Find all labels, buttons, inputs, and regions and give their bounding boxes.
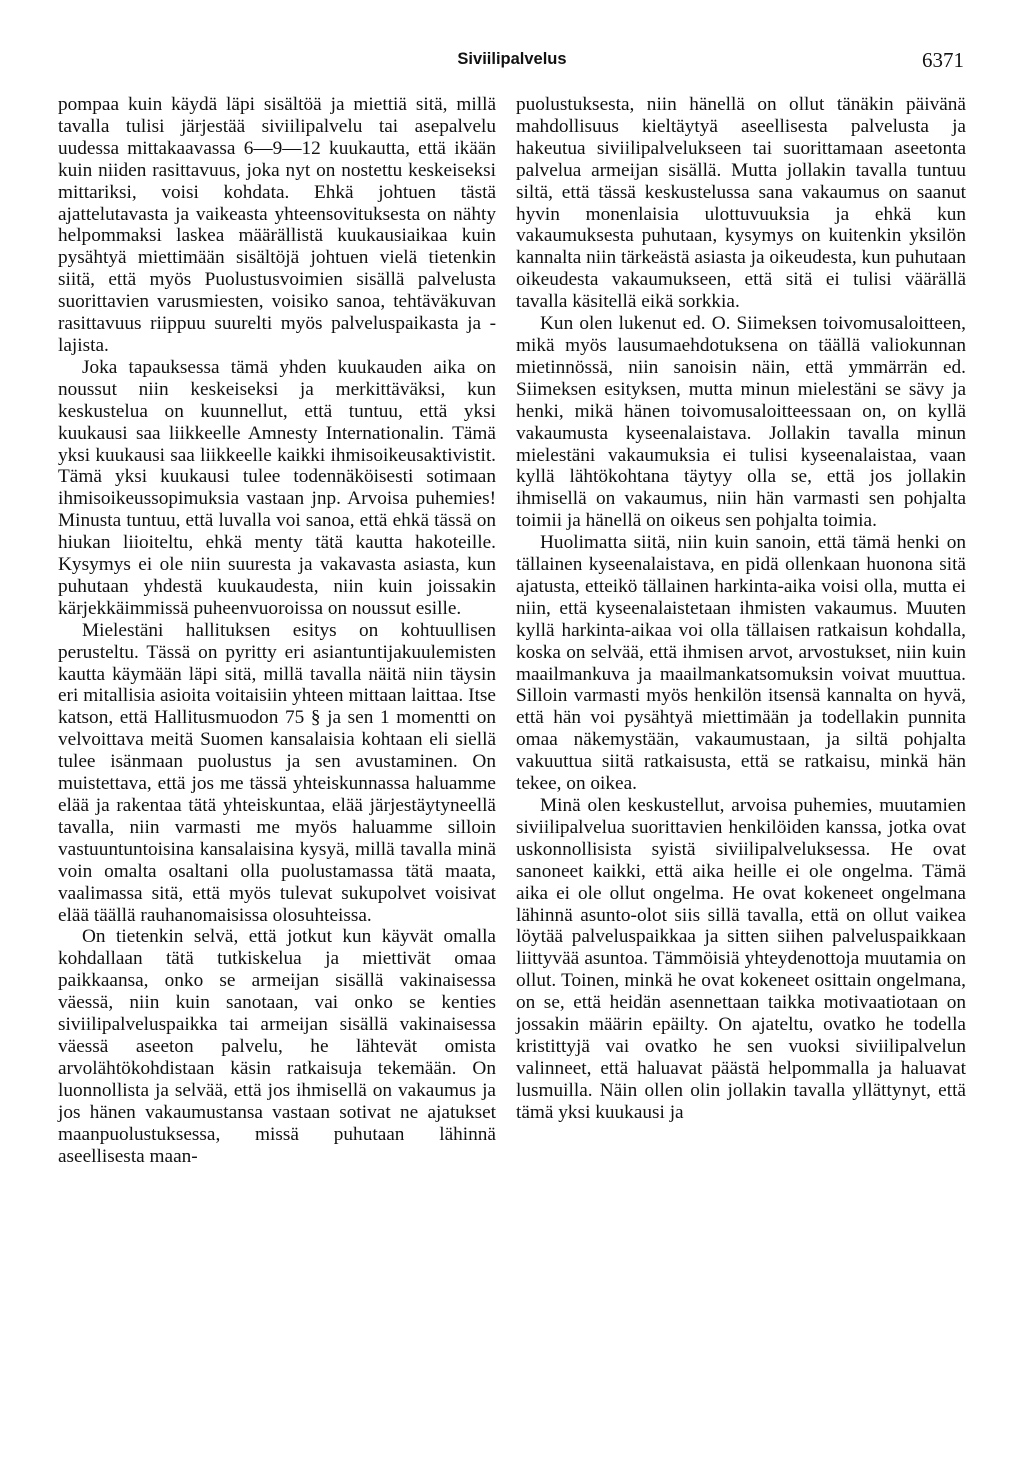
paragraph: Minä olen keskustellut, arvoisa puhemies, muutamien siviilipalvelua suorittavien henkilöiden kanssa, jotka ovat uskonnollisista syistä siviilipalveluksessa. He ovat sanoneet kaikki, että aika heille ei ole ongelma. Tämä aika ei ole ollut ongelma. He ovat kokeneet ongelmana lähinnä asunto-olot siis sillä tavalla, että on ollut vaikea löytää palveluspaikkaa ja sitten siihen palveluspaikkaan liittyvää asuntoa. Tämmöisiä yhteydenottoja muutamia on ollut. Toinen, minkä he ovat kokeneet osittain ongelmana, on se, että heidän asennettaan taikka motivaatiotaan on jossakin määrin epäilty. On ajateltu, ovatko he todella kristittyjä vai ovatko he sen vuoksi siviilipalvelun valinneet, että haluavat päästä helpommalla ja haluavat lusmuilla. Näin ollen olin jollakin tavalla yllättynyt, että tämä yksi kuukausi ja [516, 795, 966, 1123]
page-number: 6371 [922, 48, 964, 72]
paragraph: Mielestäni hallituksen esitys on kohtuullisen perusteltu. Tässä on pyritty eri asiantuntijakuulemisten kautta käymään läpi sitä, millä tavalla näitä niin täysin eri mitallisia asioita voitaisiin yhteen mittaan laittaa. Itse katson, että Hallitusmuodon 75 § ja sen 1 momentti on velvoittava meitä Suomen kansalaisia kohtaan eli siellä tulee isänmaan puolustus ja sen avustaminen. On muistettava, että jos me tässä yhteiskunnassa haluamme elää ja rakentaa tätä yhteiskuntaa, elää järjestäytyneellä tavalla, niin varmasti me myös haluamme silloin vastuuntuntoisina kansalaisina kysyä, millä tavalla minä voin omalta osaltani olla puolustamassa tätä maata, vaalimassa sitä, että myös tulevat sukupolvet voisivat elää täällä rauhanomaisissa olosuhteissa. [58, 619, 496, 926]
paragraph: pompaa kuin käydä läpi sisältöä ja miettiä sitä, millä tavalla tulisi järjestää siviilipalvelu tai asepalvelu uudessa mittakaavassa 6—9—12 kuukautta, että ikään kuin niiden rasittavuus, joka nyt on nostettu keskeiseksi mittariksi, voisi kohdata. Ehkä johtuen tästä ajattelutavasta ja vaikeasta yhteensovituksesta on nähty helpommaksi laskea määrällistä kuukausiaikaa kuin pysähtyä miettimään sisältöjä johtuen vielä tietenkin siitä, että myös Puolustusvoimien sisällä palvelusta suorittavien varusmiesten, voisiko sanoa, tehtäväkuvan rasittavuus riippuu suurelti myös palveluspaikasta ja -lajista. [58, 94, 496, 356]
running-title: Siviilipalvelus [457, 50, 567, 68]
paragraph: On tietenkin selvä, että jotkut kun käyvät omalla kohdallaan tätä tutkiskelua ja miettivät omaa paikkaansa, onko se armeijan sisällä vakinaisessa väessä, niin kuin sanotaan, vai onko se kenties siviilipalveluspaikka tai armeijan sisällä vakinaisessa väessä aseeton palvelu, he lähtevät omista arvolähtökohdistaan käsin ratkaisuja tekemään. On luonnollista ja selvää, että jos ihmisellä on vakaumus ja jos hänen vakaumustansa vastaan sotivat ne ajatukset maanpuolustuksessa, missä puhutaan lähinnä aseellisesta maan- [58, 926, 496, 1167]
left-column [58, 94, 496, 1167]
paragraph: puolustuksesta, niin hänellä on ollut tänäkin päivänä mahdollisuus kieltäytyä aseellisesta palvelusta ja hakeutua siviilipalvelukseen tai suorittamaan aseetonta palvelua armeijan sisällä. Mutta jollakin tavalla tuntuu siltä, että tässä keskustelussa sana vakaumus on saanut hyvin monenlaisia ulottuvuuksia ja ehkä kun vakaumuksesta puhutaan, kysymys on kuitenkin yksilön kannalta niin tärkeästä asiasta ja oikeudesta, kun puhutaan oikeudesta vakaumukseen, että sitä ei tulisi väärällä tavalla käsitellä eikä sorkkia. [516, 94, 966, 313]
paragraph: Joka tapauksessa tämä yhden kuukauden aika on noussut niin keskeiseksi ja merkittäväksi, kun keskustelua on kuunnellut, että tuntuu, että yksi kuukausi saa liikkeelle Amnesty Internationalin. Tämä yksi kuukausi saa liikkeelle kaikki ihmisoikeusaktivistit. Tämä yksi kuukausi tulee todennäköisesti sotimaan ihmisoikeussopimuksia vastaan jnp. Arvoisa puhemies! Minusta tuntuu, että luvalla voi sanoa, että ehkä tässä on hiukan liioiteltu, ehkä menty tätä kautta hakoteille. Kysymys ei ole niin suuresta ja vakavasta asiasta, kun puhutaan yhdestä kuukaudesta, niin kuin joissakin kärjekkäimmissä puheenvuoroissa on noussut esille. [58, 356, 496, 619]
running-header [0, 50, 1024, 74]
paragraph: Huolimatta siitä, niin kuin sanoin, että tämä henki on tällainen kyseenalaistava, en pidä ollenkaan huonona sitä ajatusta, etteikö tällainen harkinta-aika voisi olla, mutta ei niin, että kyseenalaistetaan ihmisten vakaumus. Muuten kyllä harkinta-aikaa voi olla tällaisen ratkaisun kohdalla, koska on selvää, että ihmisen arvot, arvostukset, niin kuin maailmankuva ja maailmankatsomuksin voivat muuttua. Silloin varmasti myös henkilön itsensä kannalta on hyvä, että hän voi pysähtyä miettimään ja todellakin punnita omaa näkemystään, vakaumustaan, ja siltä pohjalta vakuuttua siitä ratkaisusta, että se ratkaisu, minkä hän tekee, on oikea. [516, 532, 966, 795]
right-column [516, 94, 966, 1124]
text-columns [58, 94, 966, 1454]
paragraph: Kun olen lukenut ed. O. Siimeksen toivomusaloitteen, mikä myös lausumaehdotuksena on täällä valiokunnan mietinnössä, niin sanoisin näin, että ymmärrän ed. Siimeksen esityksen, mutta minun mielestäni se sävy ja henki, mikä hänen toivomusaloitteessaan on, on kyllä vakaumusta kyseenalaistava. Jollakin tavalla minun mielestäni vakaumuksia ei tulisi kyseenalaistaa, vaan kyllä lähtökohtana täytyy olla se, että jos jollakin ihmisellä on vakaumus, niin hän varmasti sen pohjalta toimii ja hänellä on oikeus sen pohjalta toimia. [516, 313, 966, 532]
